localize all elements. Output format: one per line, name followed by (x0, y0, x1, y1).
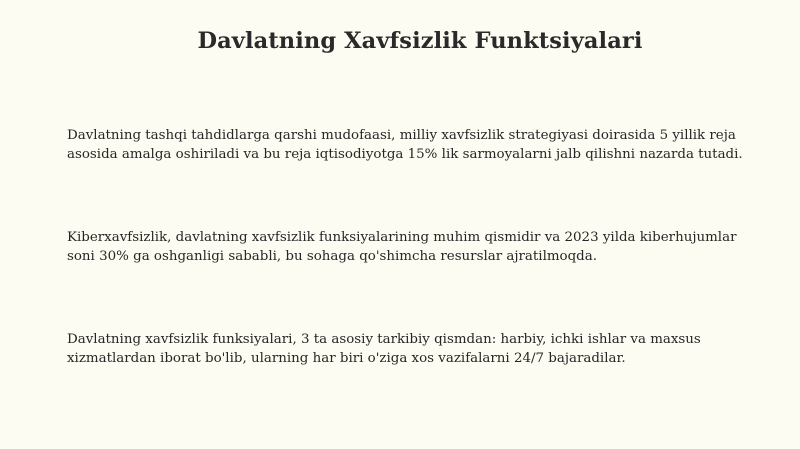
paragraph-external-defense: Davlatning tashqi tahdidlarga qarshi mudofaasi, milliy xavfsizlik strategiyasi doirasida 5 yillik reja asosida amalga oshiriladi va bu reja iqtisodiyotga 15% lik sarmoyalarni jalb qilishni nazarda tutadi. (67, 128, 743, 162)
paragraph-cybersecurity: Kiberxavfsizlik, davlatning xavfsizlik funksiyalarining muhim qismidir va 2023 yilda kiberhujumlar soni 30% ga oshganligi sababli, bu sohaga qo'shimcha resurslar ajratilmoqda. (67, 230, 737, 264)
slide-title: Davlatning Xavfsizlik Funktsiyalari (197, 28, 643, 54)
paragraph-security-components: Davlatning xavfsizlik funksiyalari, 3 ta asosiy tarkibiy qismdan: harbiy, ichki ishlar va maxsus xizmatlardan iborat bo'lib, ularning har biri o'ziga xos vazifalarni 24/7 bajaradilar. (67, 332, 701, 366)
